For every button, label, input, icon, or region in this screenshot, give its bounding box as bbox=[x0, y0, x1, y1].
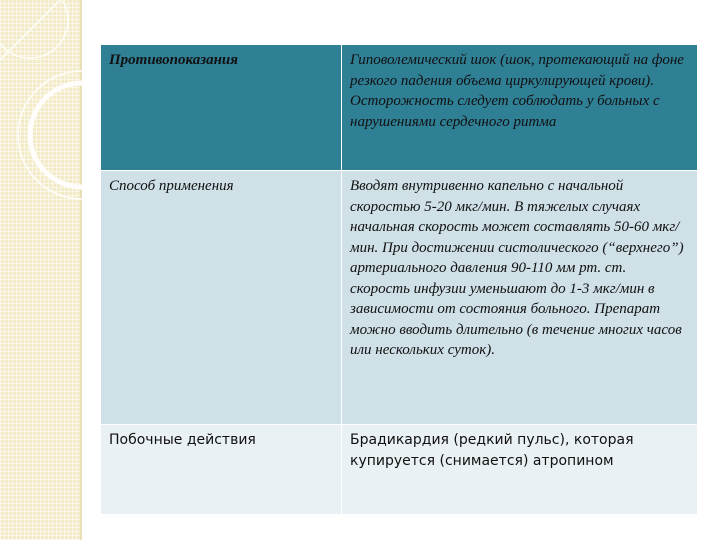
table-row-contraindications bbox=[101, 45, 698, 171]
table-row-method-of-use bbox=[101, 171, 698, 425]
row-label: Противопоказания bbox=[101, 45, 342, 171]
row-text: Вводят внутривенно капельно с начальной скоростью 5-20 мкг/мин. В тяжелых случаях начальная скорость может составлять 50-60 мкг/мин. При достижении систолического (“верхнего”) артериального давления 90-110 мм рт. ст. скорость инфузии уменьшают до 1-3 мкг/мин в зависимости от состояния больного. Препарат можно вводить длительно (в течение многих часов или нескольких суток). bbox=[342, 171, 698, 425]
row-label: Способ применения bbox=[101, 171, 342, 425]
drug-info-table bbox=[100, 44, 698, 515]
row-text: Брадикардия (редкий пульс), которая купируется (снимается) атропином bbox=[342, 425, 698, 515]
table-row-side-effects bbox=[101, 425, 698, 515]
decorative-circles bbox=[0, 0, 82, 200]
row-label: Побочные действия bbox=[101, 425, 342, 515]
row-text: Гиповолемический шок (шок, протекающий на фоне резкого падения объема циркулирующей крови). Осторожность следует соблюдать у больных с нарушениями сердечного ритма bbox=[342, 45, 698, 171]
